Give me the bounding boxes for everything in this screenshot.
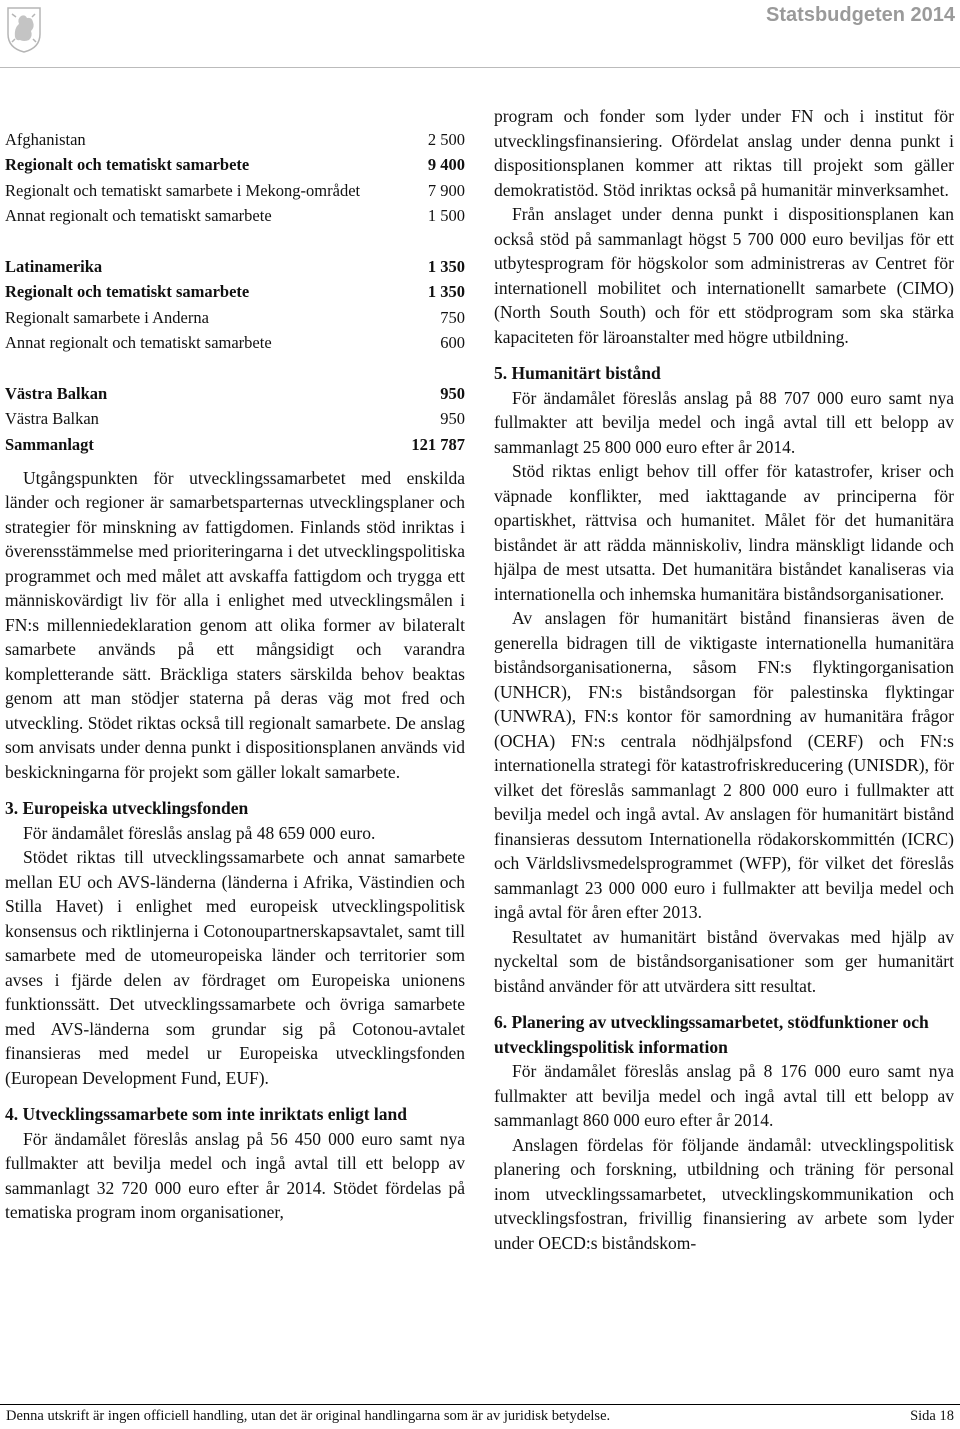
paragraph: Stöd riktas enligt behov till offer för katastrofer, kriser och väpnade konflikter, med iakttagande av principerna för opartiskhet, rättvisa och humanitet. Målet för det humanitära biståndet är att rädda människoliv, lindra mänskligt lidande och hjälpa de mest utsatta. Det humanitära biståndet kanaliseras via internationella och inhemska humanitära biståndsorganisationer.: [494, 461, 954, 604]
row-amount: 750: [440, 307, 465, 327]
paragraph: Från anslaget under denna punkt i dispositionsplanen kan också stöd på sammanlagt högst 5 700 000 euro beviljas för ett utbytesprogram för högskolor som administreras av Centret för internationell mobilitet och internationellt samarbete (CIMO) (North South South) och för ett stödprogram som ska stärka kapaciteten för läroanstalter med högre utbildning.: [494, 204, 954, 347]
row-label: Regionalt och tematiskt samarbete i Mekong-området: [5, 180, 361, 200]
table-spacer: [5, 225, 465, 250]
table-spacer: [5, 352, 465, 377]
section-heading-3: 3. Europeiska utvecklingsfonden: [5, 798, 249, 818]
paragraph: För ändamålet föreslås anslag på 56 450 000 euro samt nya fullmakter att bevilja medel och ingå avtal till ett belopp av sammanlagt 32 720 000 euro efter år 2014. Stödet fördelas på tematiska program inom organisationer,: [5, 1128, 465, 1222]
table-row: [5, 403, 465, 429]
table-row: [5, 327, 465, 353]
paragraph: Av anslagen för humanitärt bistånd finansieras även de generella bidragen till de viktigaste internationella humanitära biståndsorganisationerna, såsom FN:s flyktingorganisation (UNHCR), FN:s biståndsorgan för palestinska flyktingar (UNWRA), FN:s kontor för samordning av humanitära frågor (OCHA) FN:s centrala nödhjälpsfond (CERF) och FN:s internationella strategi för katastrofriskreducering (UNISDR), för vilket det föreslås sammanlagt 2 800 000 euro i fullmakter att bevilja medel och ingå avtal. Av anslagen för humanitärt bistånd finansieras dessutom Internationella rödakorskommittén (ICRC) och Världslivsmedelsprogrammet (WFP), för vilket det föreslås sammanlagt 23 000 000 euro i fullmakter att bevilja medel och ingå avtal för åren efter 2013.: [494, 608, 954, 922]
page-header: [0, 0, 960, 62]
coat-of-arms-lion-icon: [4, 4, 44, 54]
section-heading-4: 4. Utvecklingssamarbete som inte inriktats enligt land: [5, 1104, 408, 1124]
left-column: [5, 123, 465, 1225]
paragraph: Stödet riktas till utvecklingssamarbete och annat samarbete mellan EU och AVS-länderna (länderna i Afrika, Västindien och Stilla Havet) i enlighet med europeisk utvecklingspolitisk konsensus och riktlinjerna i Cotonoupartnerskapsavtalet, samt till samarbete med de utomeuropeiska länder och territorier som avses i fjärde delen av fördraget om Europeiska unionens funktionssätt. Det utvecklingssamarbete och övriga samarbete med AVS-länderna som grundar sig på Cotonou-avtalet finansieras med medel ur Europeiska utvecklingsfonden (European Development Fund, EUF).: [5, 847, 465, 1088]
document-title: Statsbudgeten 2014: [766, 4, 955, 26]
row-label: Västra Balkan: [5, 383, 108, 403]
row-amount: 600: [440, 333, 465, 352]
table-row: [5, 149, 465, 175]
row-label: Annat regionalt och tematiskt samarbete: [5, 333, 272, 352]
row-label: Regionalt och tematiskt samarbete: [5, 155, 250, 174]
table-row: [5, 250, 465, 276]
row-label: Afghanistan: [5, 129, 86, 149]
row-label: Sammanlagt: [5, 434, 94, 454]
row-amount: 1 350: [427, 256, 465, 276]
section-heading-5: 5. Humanitärt bistånd: [494, 363, 661, 383]
footer-divider: [0, 1404, 960, 1405]
table-row: [5, 174, 465, 200]
budget-table: [5, 123, 465, 454]
table-row: [5, 428, 465, 454]
right-column: [494, 104, 954, 1255]
table-row: [5, 276, 465, 302]
paragraph: Utgångspunkten för utvecklingssamarbetet med enskilda länder och regioner är samarbetsparternas utvecklingsplaner och strategier för minskning av fattigdomen. Finlands stöd inriktas i överensstämmelse med prioriteringarna i det utvecklingspolitiska programmet och med målet att avskaffa fattigdom och trygga ett människovärdigt liv för alla i enlighet med utvecklingsmålen i FN:s millenniedeklaration genom att olika former av bilateralt samarbete används på ett mångsidigt och varandra kompletterande sätt. Bräckliga staters särskilda behov beaktas genom att man stödjer staterna på deras väg mot fred och utveckling. Stödet riktas också till regionalt samarbete. De anslag som anvisats under denna punkt i dispositionsplanen används vid beskickningarna för projekt som gäller lokalt samarbete.: [5, 467, 465, 782]
row-amount: 121 787: [411, 434, 465, 454]
row-label: Regionalt och tematiskt samarbete: [5, 282, 250, 301]
row-amount: 1 500: [427, 206, 465, 225]
paragraph: För ändamålet föreslås anslag på 88 707 000 euro samt nya fullmakter att bevilja medel och ingå avtal till ett belopp av sammanlagt 25 800 000 euro efter år 2014.: [494, 387, 954, 457]
header-divider: [0, 67, 960, 68]
row-amount: 950: [440, 409, 465, 428]
paragraph: Resultatet av humanitärt bistånd övervakas med hjälp av nyckeltal som de biståndsorganisationer som ger humanitärt bistånd använder för att utvärdera sitt resultat.: [494, 926, 954, 996]
row-amount: 7 900: [427, 180, 465, 200]
row-label: Västra Balkan: [5, 409, 99, 428]
paragraph: För ändamålet föreslås anslag på 48 659 000 euro.: [23, 822, 376, 843]
table-row: [5, 200, 465, 226]
row-label: Regionalt samarbete i Anderna: [5, 307, 209, 327]
page-number: Sida 18: [910, 1408, 954, 1424]
table-row: [5, 377, 465, 403]
table-row: [5, 301, 465, 327]
row-label: Latinamerika: [5, 256, 103, 276]
row-label: Annat regionalt och tematiskt samarbete: [5, 206, 272, 225]
table-row: [5, 123, 465, 149]
page-footer: [6, 1408, 954, 1425]
row-amount: 2 500: [427, 129, 465, 149]
row-amount: 950: [440, 383, 465, 403]
footer-disclaimer: Denna utskrift är ingen officiell handling, utan det är original handlingarna som är av juridisk betydelse.: [6, 1408, 611, 1424]
row-amount: 1 350: [427, 282, 465, 301]
paragraph: För ändamålet föreslås anslag på 8 176 000 euro samt nya fullmakter att bevilja medel och ingå avtal till ett belopp av sammanlagt 860 000 euro efter år 2014.: [494, 1061, 954, 1130]
row-amount: 9 400: [427, 155, 465, 174]
paragraph: program och fonder som lyder under FN och i institut för utvecklingsfinansiering. Ofördelat anslag under denna punkt i dispositionsplanen kommer att riktas till projekt som gäller demokratistöd. Stöd inriktas också på humanitär minverksamhet.: [494, 106, 954, 200]
paragraph: Anslagen fördelas för följande ändamål: utvecklingspolitisk planering och forskning, utbildning och träning för personal inom utvecklingssamarbetet, utvecklingskommunikation och utvecklingsfostran, frivillig finansiering av arbete som lyder under OECD:s biståndskom-: [494, 1134, 954, 1253]
section-heading-6: 6. Planering av utvecklingssamarbetet, stödfunktioner och utvecklingspolitisk information: [494, 1012, 929, 1057]
